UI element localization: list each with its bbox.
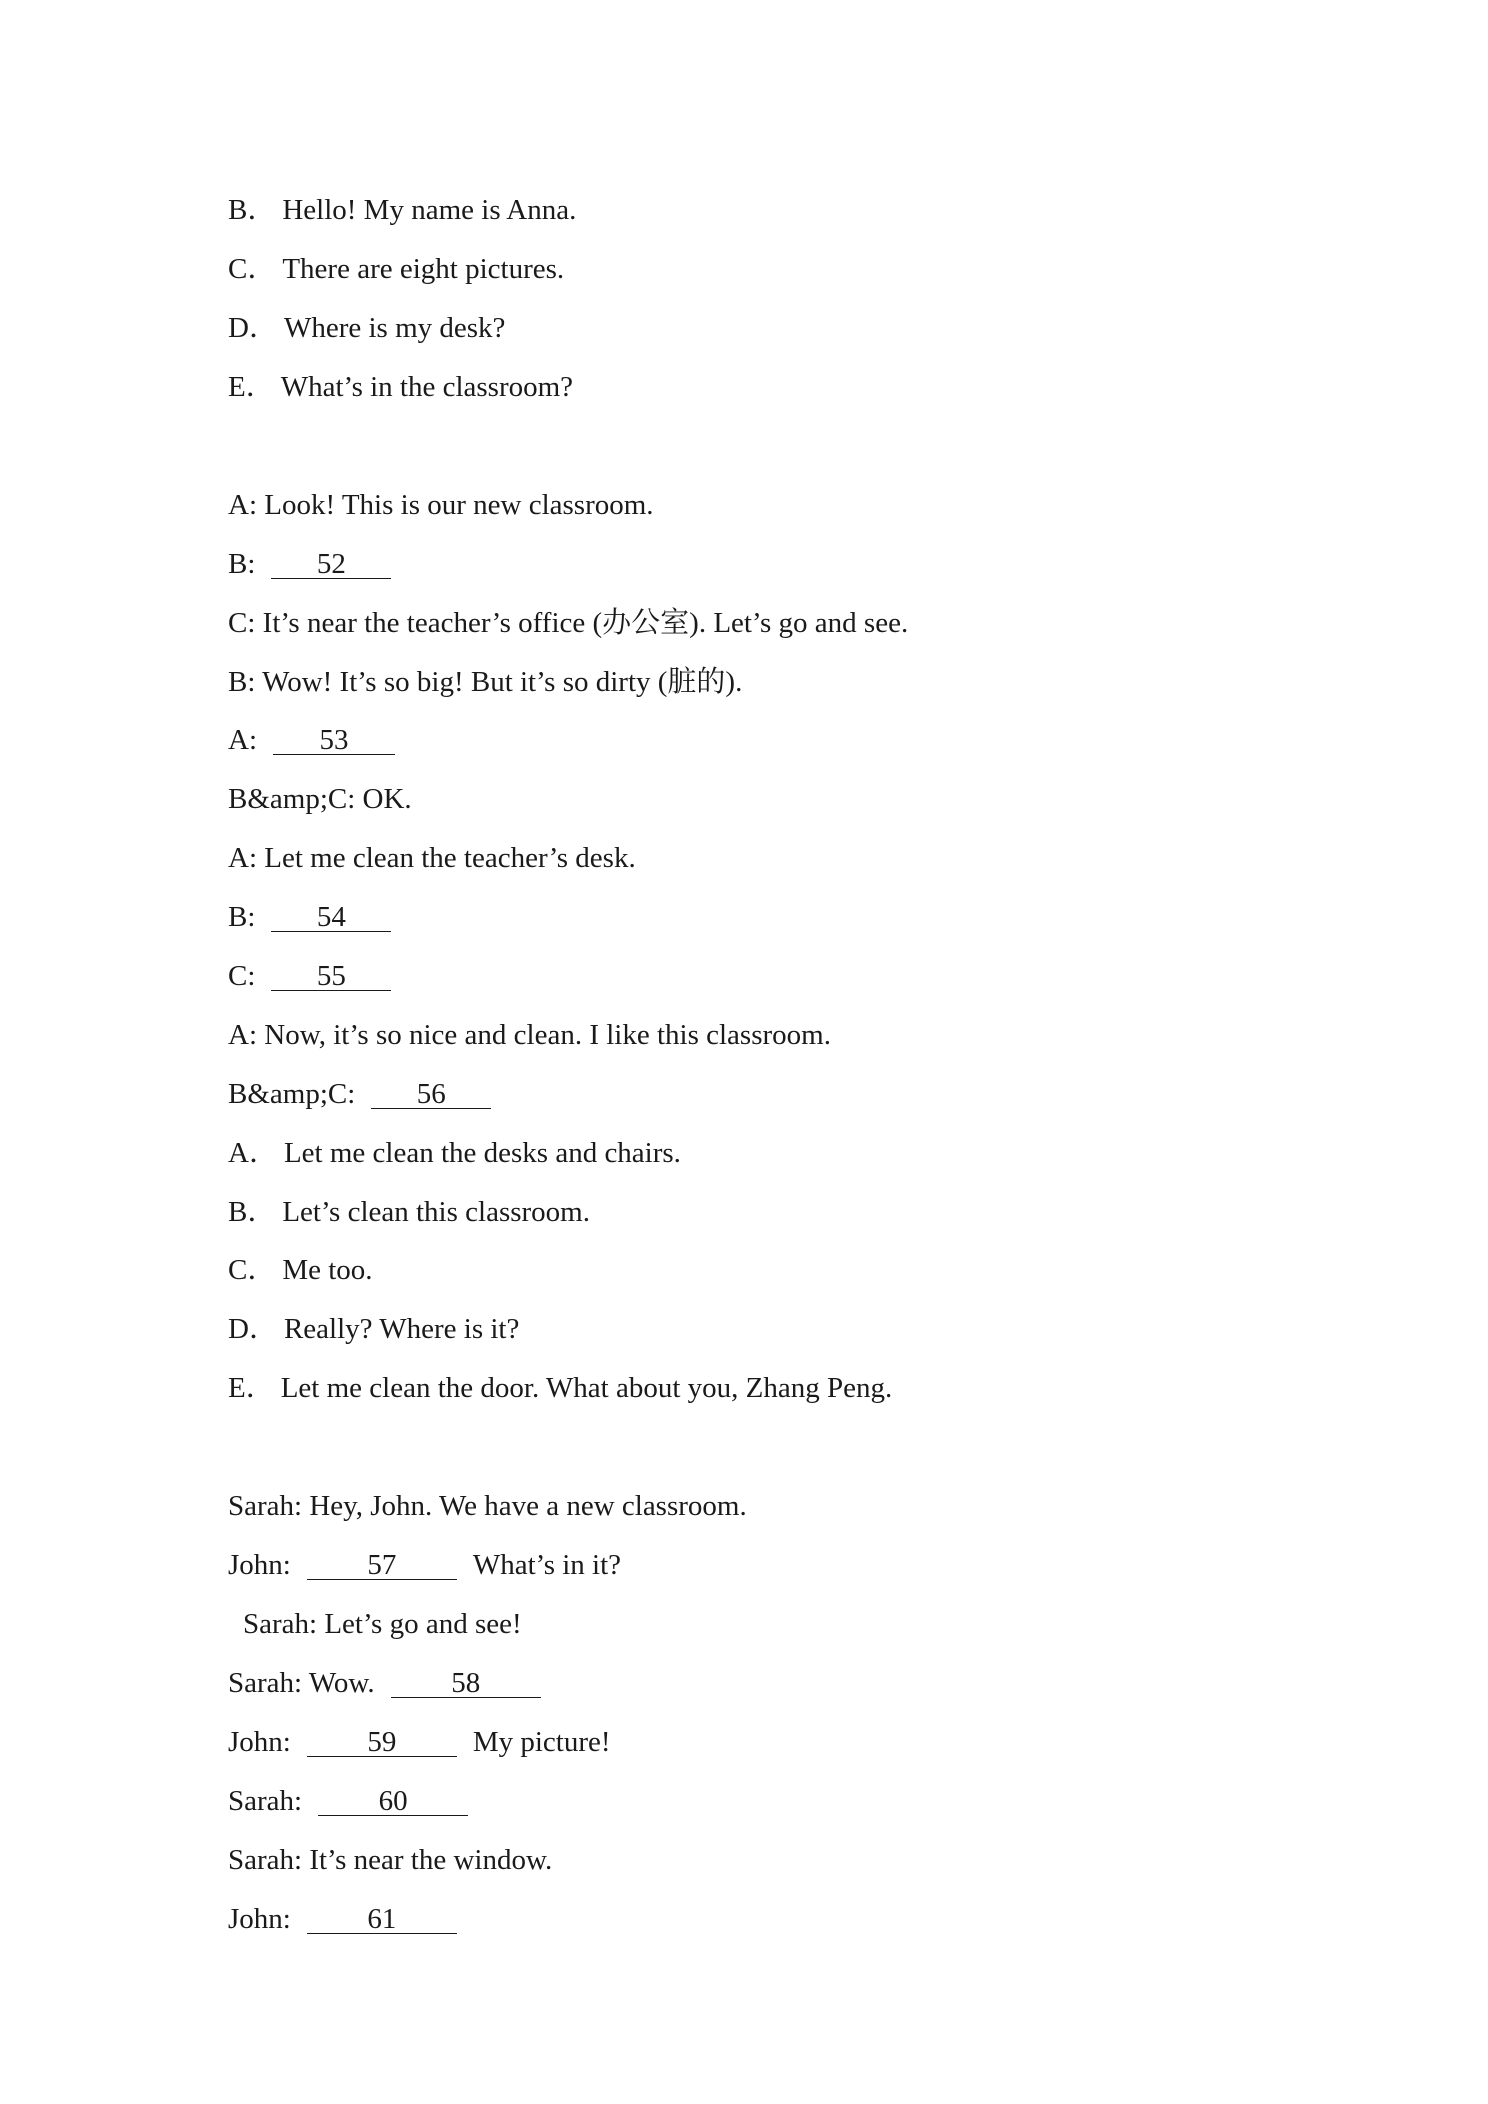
dialogue-line (228, 664, 742, 700)
option-letter: D． (228, 312, 278, 344)
option-letter: A． (228, 1137, 278, 1169)
option-letter: B． (228, 194, 277, 226)
option-line (228, 1252, 373, 1288)
dialogue-line (228, 1842, 552, 1878)
dialogue-text: What’s in it? (472, 1549, 622, 1581)
option-letter: E． (228, 1372, 275, 1404)
dialogue-line (228, 840, 636, 876)
option-text: Let me clean the door. What about you, Zhang Peng. (280, 1372, 893, 1404)
dialogue-line (228, 1724, 611, 1760)
answer-blank[interactable]: 61 (307, 1902, 457, 1934)
option-letter: C． (228, 1254, 277, 1286)
speaker-label: B&amp;C: (228, 1078, 356, 1110)
dialogue-line (228, 487, 654, 523)
speaker-label: Sarah: (228, 1785, 303, 1817)
answer-blank[interactable]: 55 (271, 959, 391, 991)
speaker-label: Sarah: (228, 1490, 303, 1522)
dialogue-line (228, 1488, 747, 1524)
option-text: Me too. (282, 1254, 373, 1286)
speaker-label: Sarah: (228, 1844, 303, 1876)
option-text: What’s in the classroom? (280, 371, 574, 403)
option-text: Let me clean the desks and chairs. (283, 1137, 681, 1169)
dialogue-line (228, 958, 391, 994)
answer-blank[interactable]: 53 (273, 723, 395, 755)
speaker-label: A: (228, 1019, 257, 1051)
dialogue-line (228, 1017, 831, 1053)
option-text: There are eight pictures. (282, 253, 565, 285)
dialogue-line (228, 1665, 541, 1701)
dialogue-line (228, 1901, 457, 1937)
answer-blank[interactable]: 54 (271, 900, 391, 932)
option-line (228, 192, 576, 228)
answer-blank[interactable]: 56 (371, 1077, 491, 1109)
dialogue-text: OK. (362, 783, 412, 815)
answer-blank[interactable]: 52 (271, 547, 391, 579)
dialogue-text: It’s near the window. (309, 1844, 553, 1876)
option-text: Where is my desk? (283, 312, 506, 344)
speaker-label: B&amp;C: (228, 783, 356, 815)
speaker-label: John: (228, 1903, 291, 1935)
option-letter: D． (228, 1313, 278, 1345)
option-line (228, 251, 564, 287)
dialogue-line (228, 605, 908, 641)
option-line (228, 1311, 519, 1347)
speaker-label: Sarah: (228, 1667, 303, 1699)
option-line (228, 1135, 681, 1171)
dialogue-text: Let me clean the teacher’s desk. (264, 842, 636, 874)
dialogue-text: It’s near the teacher’s office (办公室). Let’s go and see. (262, 607, 909, 639)
dialogue-text: My picture! (472, 1726, 611, 1758)
speaker-label: John: (228, 1726, 291, 1758)
dialogue-line (228, 781, 412, 817)
option-letter: E． (228, 371, 275, 403)
answer-blank[interactable]: 60 (318, 1784, 468, 1816)
speaker-label: B: (228, 666, 256, 698)
option-line (228, 369, 573, 405)
dialogue-text: Let’s go and see! (324, 1608, 522, 1640)
speaker-label: C: (228, 607, 256, 639)
answer-blank[interactable]: 58 (391, 1666, 541, 1698)
option-letter: C． (228, 253, 277, 285)
dialogue-text: Hey, John. We have a new classroom. (309, 1490, 747, 1522)
dialogue-line (243, 1606, 522, 1642)
option-letter: B． (228, 1196, 277, 1228)
dialogue-line (228, 1783, 468, 1819)
answer-blank[interactable]: 59 (307, 1725, 457, 1757)
option-text: Really? Where is it? (283, 1313, 520, 1345)
dialogue-text: Wow. (308, 1667, 375, 1699)
speaker-label: C: (228, 960, 256, 992)
option-line (228, 1194, 590, 1230)
speaker-label: B: (228, 548, 256, 580)
dialogue-text: Wow! It’s so big! But it’s so dirty (脏的). (262, 666, 743, 698)
option-text: Hello! My name is Anna. (282, 194, 577, 226)
option-line (228, 310, 505, 346)
dialogue-line (228, 1076, 491, 1112)
speaker-label: A: (228, 842, 257, 874)
dialogue-line (228, 899, 391, 935)
speaker-label: A: (228, 724, 257, 756)
speaker-label: Sarah: (243, 1608, 318, 1640)
speaker-label: A: (228, 489, 257, 521)
answer-blank[interactable]: 57 (307, 1548, 457, 1580)
speaker-label: B: (228, 901, 256, 933)
dialogue-line (228, 722, 395, 758)
dialogue-text: Look! This is our new classroom. (264, 489, 654, 521)
dialogue-text: Now, it’s so nice and clean. I like this classroom. (264, 1019, 831, 1051)
option-text: Let’s clean this classroom. (282, 1196, 590, 1228)
speaker-label: John: (228, 1549, 291, 1581)
option-line (228, 1370, 892, 1406)
dialogue-line (228, 546, 391, 582)
dialogue-line (228, 1547, 621, 1583)
